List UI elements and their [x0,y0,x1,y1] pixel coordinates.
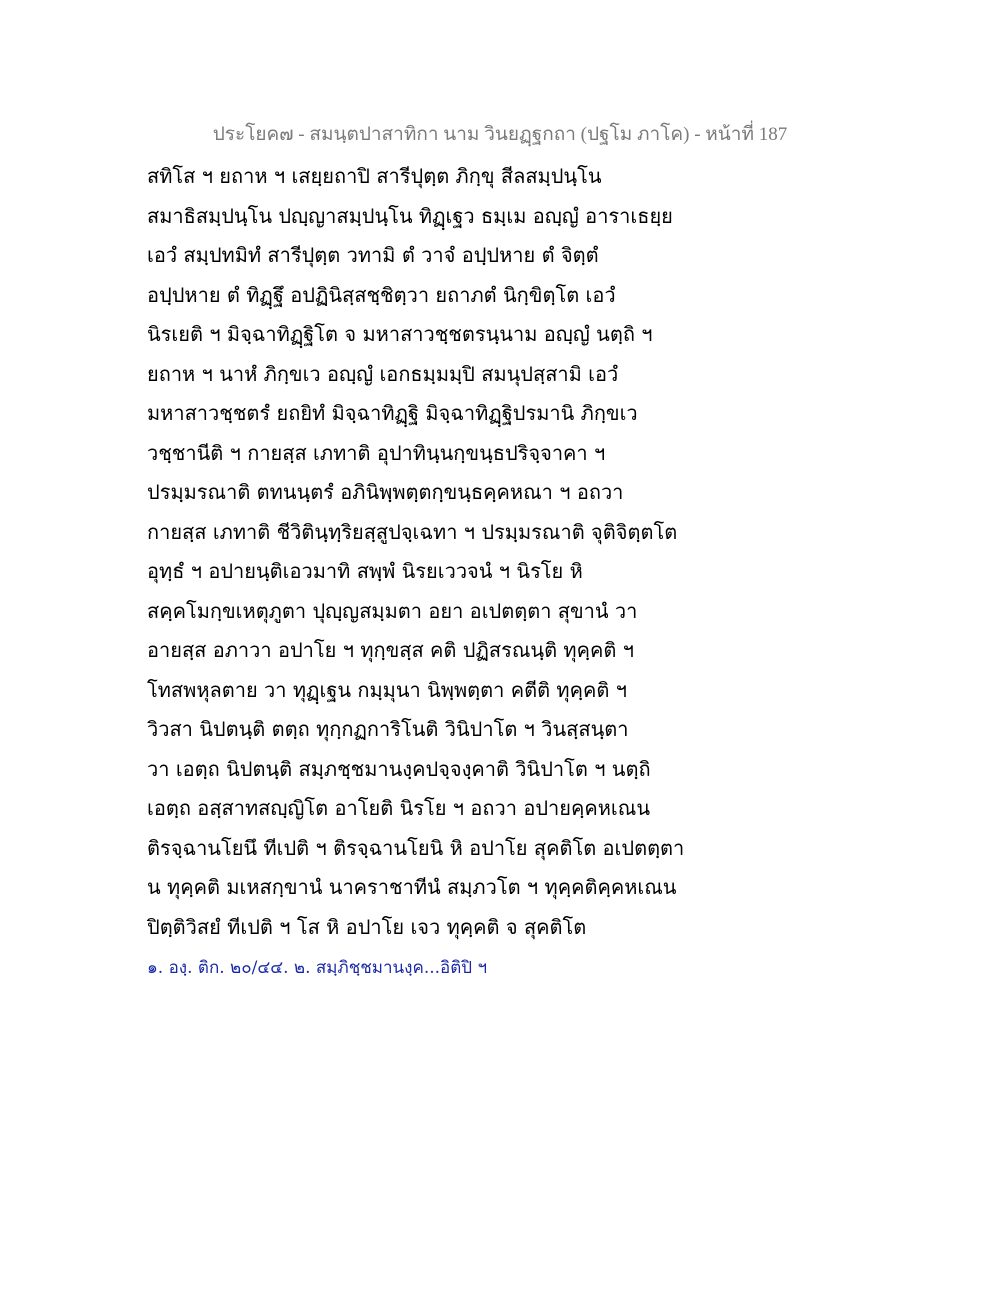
text-line: เอวํ สมฺปทมิทํ สารีปุตฺต วทามิ ตํ วาจํ อปฺปหาย ตํ จิตฺตํ [147,243,599,267]
text-line: นิรเยติ ฯ มิจฺฉาทิฏฺฐิโต จ มหาสาวชฺชตรนฺนาม อญฺญํ นตฺถิ ฯ [147,322,653,346]
text-line: อายสฺส อภาวา อปาโย ฯ ทุกฺขสฺส คติ ปฏิสรณนฺติ ทุคฺคติ ฯ [147,638,634,662]
text-line: ติรจฺฉานโยนึ ทีเปติ ฯ ติรจฺฉานโยนิ หิ อปาโย สุคติโต อเปตตฺตา [147,835,685,860]
body-text [147,157,707,947]
text-line: ปิตฺติวิสยํ ทีเปติ ฯ โส หิ อปาโย เจว ทุคฺคติ จ สุคติโต [147,914,587,939]
text-line: เอตฺถ อสฺสาทสญฺญิโต อาโยติ นิรโย ฯ อถวา อปายคฺคหเณน [147,796,650,820]
footnote: ๑. องฺ. ติก. ๒๐/๔๔. ๒. สมฺภิชฺชมานงฺค...อิติปิ ฯ [147,958,488,978]
text-line: กายสฺส เภทาติ ชีวิตินฺทฺริยสฺสูปจฺเฉทา ฯ ปรมฺมรณาติ จุติจิตฺตโต [147,519,678,544]
text-line: มหาสาวชฺชตรํ ยถยิทํ มิจฺฉาทิฏฺฐิ มิจฺฉาทิฏฺฐิปรมานิ ภิกฺขเว [147,401,638,425]
text-line: อุทฺธํ ฯ อปายนฺติเอวมาทิ สพฺพํ นิรยเววจนํ ฯ นิรโย หิ [147,559,583,583]
running-header: ประโยค๗ - สมนฺตปาสาทิกา นาม วินยฏฺฐกถา (ปฐโม ภาโค) - หน้าที่ 187 [212,124,788,145]
text-line: วิวสา นิปตนฺติ ตตฺถ ทุกฺกฏการิโนติ วินิปาโต ฯ วินสฺสนฺตา [147,717,629,741]
text-line: สทิโส ฯ ยถาห ฯ เสยฺยถาปิ สารีปุตฺต ภิกฺขุ สีลสมฺปนฺโน [147,164,602,188]
text-line: ยถาห ฯ นาหํ ภิกฺขเว อญฺญํ เอกธมฺมมฺปิ สมนุปสฺสามิ เอวํ [147,361,619,386]
text-line: วา เอตฺถ นิปตนฺติ สมฺภชฺชมานงฺคปจฺจงฺคาติ วินิปาโต ฯ นตฺถิ [147,756,651,781]
text-line: วชฺชานีติ ฯ กายสฺส เภทาติ อุปาทินฺนกฺขนฺธปริจฺจาคา ฯ [147,440,606,465]
text-line: โทสพหุลตาย วา ทุฏฺเฐน กมฺมุนา นิพฺพตฺตา คตีติ ทุคฺคติ ฯ [147,677,627,702]
text-line: อปฺปหาย ตํ ทิฏฺฐึ อปฏินิสฺสชฺชิตฺวา ยถาภตํ นิกฺขิตฺโต เอวํ [147,282,616,307]
text-line: สมาธิสมฺปนฺโน ปญฺญาสมฺปนฺโน ทิฏฺเฐว ธมฺเม อญฺญํ อาราเธยฺย [147,203,673,228]
text-line: น ทุคฺคติ มเหสกฺขานํ นาคราชาทีนํ สมฺภวโต ฯ ทุคฺคติคฺคหเณน [147,875,677,899]
text-line: ปรมฺมรณาติ ตทนนฺตรํ อภินิพฺพตฺตกฺขนฺธคฺคหณา ฯ อถวา [147,480,624,504]
text-line: สคฺคโมกฺขเหตุภูตา ปุญฺญสมฺมตา อยา อเปตตฺตา สุขานํ วา [147,598,638,623]
